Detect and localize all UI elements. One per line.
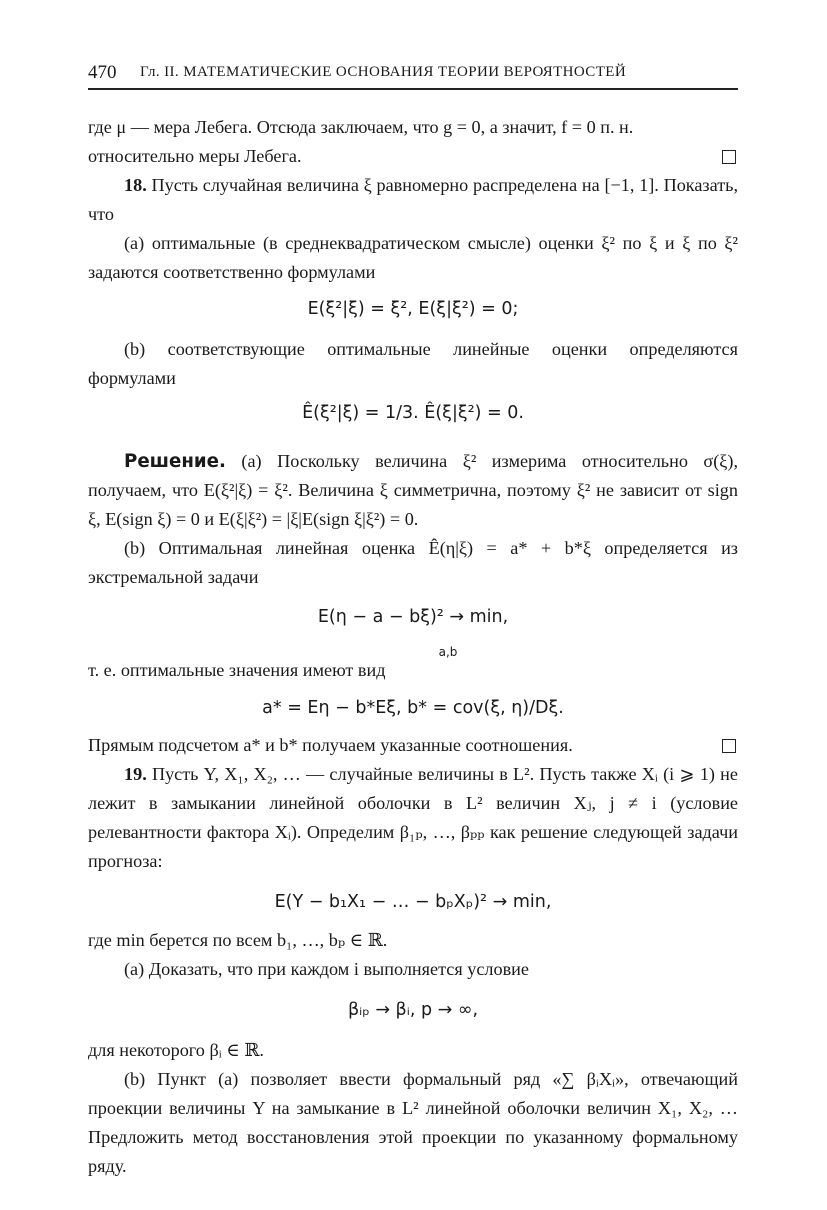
problem-19: 19. Пусть Y, X₁, X₂, … — случайные величины в L². Пусть также Xᵢ (i ⩾ 1) не лежит в замыкании линейной оболочки в L² величин Xⱼ, j ≠ i (условие релевантности фактора Xᵢ). Определим β₁ₚ, …, βₚₚ как решение следующей задачи прогноза:: [88, 764, 738, 871]
direct-calculation-text: Прямым подсчетом a* и b* получаем указанные соотношения.: [88, 731, 738, 760]
problem-18: 18. Пусть случайная величина ξ равномерно распределена на [−1, 1]. Показать, что: [88, 175, 739, 224]
running-title: Гл. II. МАТЕМАТИЧЕСКИЕ ОСНОВАНИЯ ТЕОРИИ ВЕРОЯТНОСТЕЙ: [140, 64, 627, 80]
page-header: [88, 58, 738, 90]
problem-number: 18.: [124, 175, 147, 195]
problem-18-part-b: (b) соответствующие оптимальные линейные оценки определяются формулами: [88, 339, 738, 388]
problem-19-part-b: (b) Пункт (a) позволяет ввести формальный ряд «∑ βᵢXᵢ», отвечающий проекции величины Y на замыкание в L² линейной оболочки величин X₁, X₂, … Предложить метод восстановления этой проекции по указанному формальному ряду.: [88, 1069, 738, 1176]
formula-optimal-values: a* = Eη − b*Eξ, b* = cov(ξ, η)/Dξ.: [262, 698, 564, 718]
formula-linear-estimates: Ê(ξ²|ξ) = 1/3. Ê(ξ|ξ²) = 0.: [302, 403, 524, 423]
solution-part-a: Решение. (a) Поскольку величина ξ² измерима относительно σ(ξ), получаем, что E(ξ²|ξ) = ξ². Величина ξ симметрична, поэтому ξ² не зависит от sign ξ, E(sign ξ) = 0 и E(ξ|ξ²) = |ξ|E(sign ξ|ξ²) = 0.: [88, 451, 739, 529]
page-body: [88, 113, 738, 1181]
solution-label: Решение.: [124, 451, 226, 472]
optimal-values-text: т. е. оптимальные значения имеют вид: [88, 660, 386, 680]
formula-extremal-problem: E(η − a − bξ)² → min, a,b: [317, 607, 509, 659]
paragraph-continuation: где μ — мера Лебега. Отсюда заключаем, что g = 0, а значит, f = 0 п. н. относительно меры Лебега.: [88, 113, 738, 171]
problem-19-part-a: (a) Доказать, что при каждом i выполняется условие: [124, 959, 529, 979]
for-some-text: для некоторого βᵢ ∈ ℝ.: [88, 1040, 264, 1060]
formula-forecast-problem: E(Y − b₁X₁ − … − bₚXₚ)² → min,: [274, 892, 552, 912]
formula-conditional-expectations: E(ξ²|ξ) = ξ², E(ξ|ξ²) = 0;: [307, 299, 519, 319]
problem-18-part-a: (a) оптимальные (в среднеквадратическом смысле) оценки ξ² по ξ и ξ по ξ² задаются соответственно формулами: [88, 233, 738, 282]
formula-subscript: a,b: [438, 645, 458, 659]
qed-square-icon: [722, 739, 736, 753]
qed-square-icon: [722, 150, 736, 164]
page-number: 470: [88, 62, 117, 83]
formula-convergence: βᵢₚ → βᵢ, p → ∞,: [347, 1000, 479, 1020]
solution-part-b: (b) Оптимальная линейная оценка Ê(η|ξ) = a* + b*ξ определяется из экстремальной задачи: [88, 538, 738, 587]
problem-number: 19.: [124, 764, 147, 784]
min-domain-text: где min берется по всем b₁, …, bₚ ∈ ℝ.: [88, 930, 388, 950]
